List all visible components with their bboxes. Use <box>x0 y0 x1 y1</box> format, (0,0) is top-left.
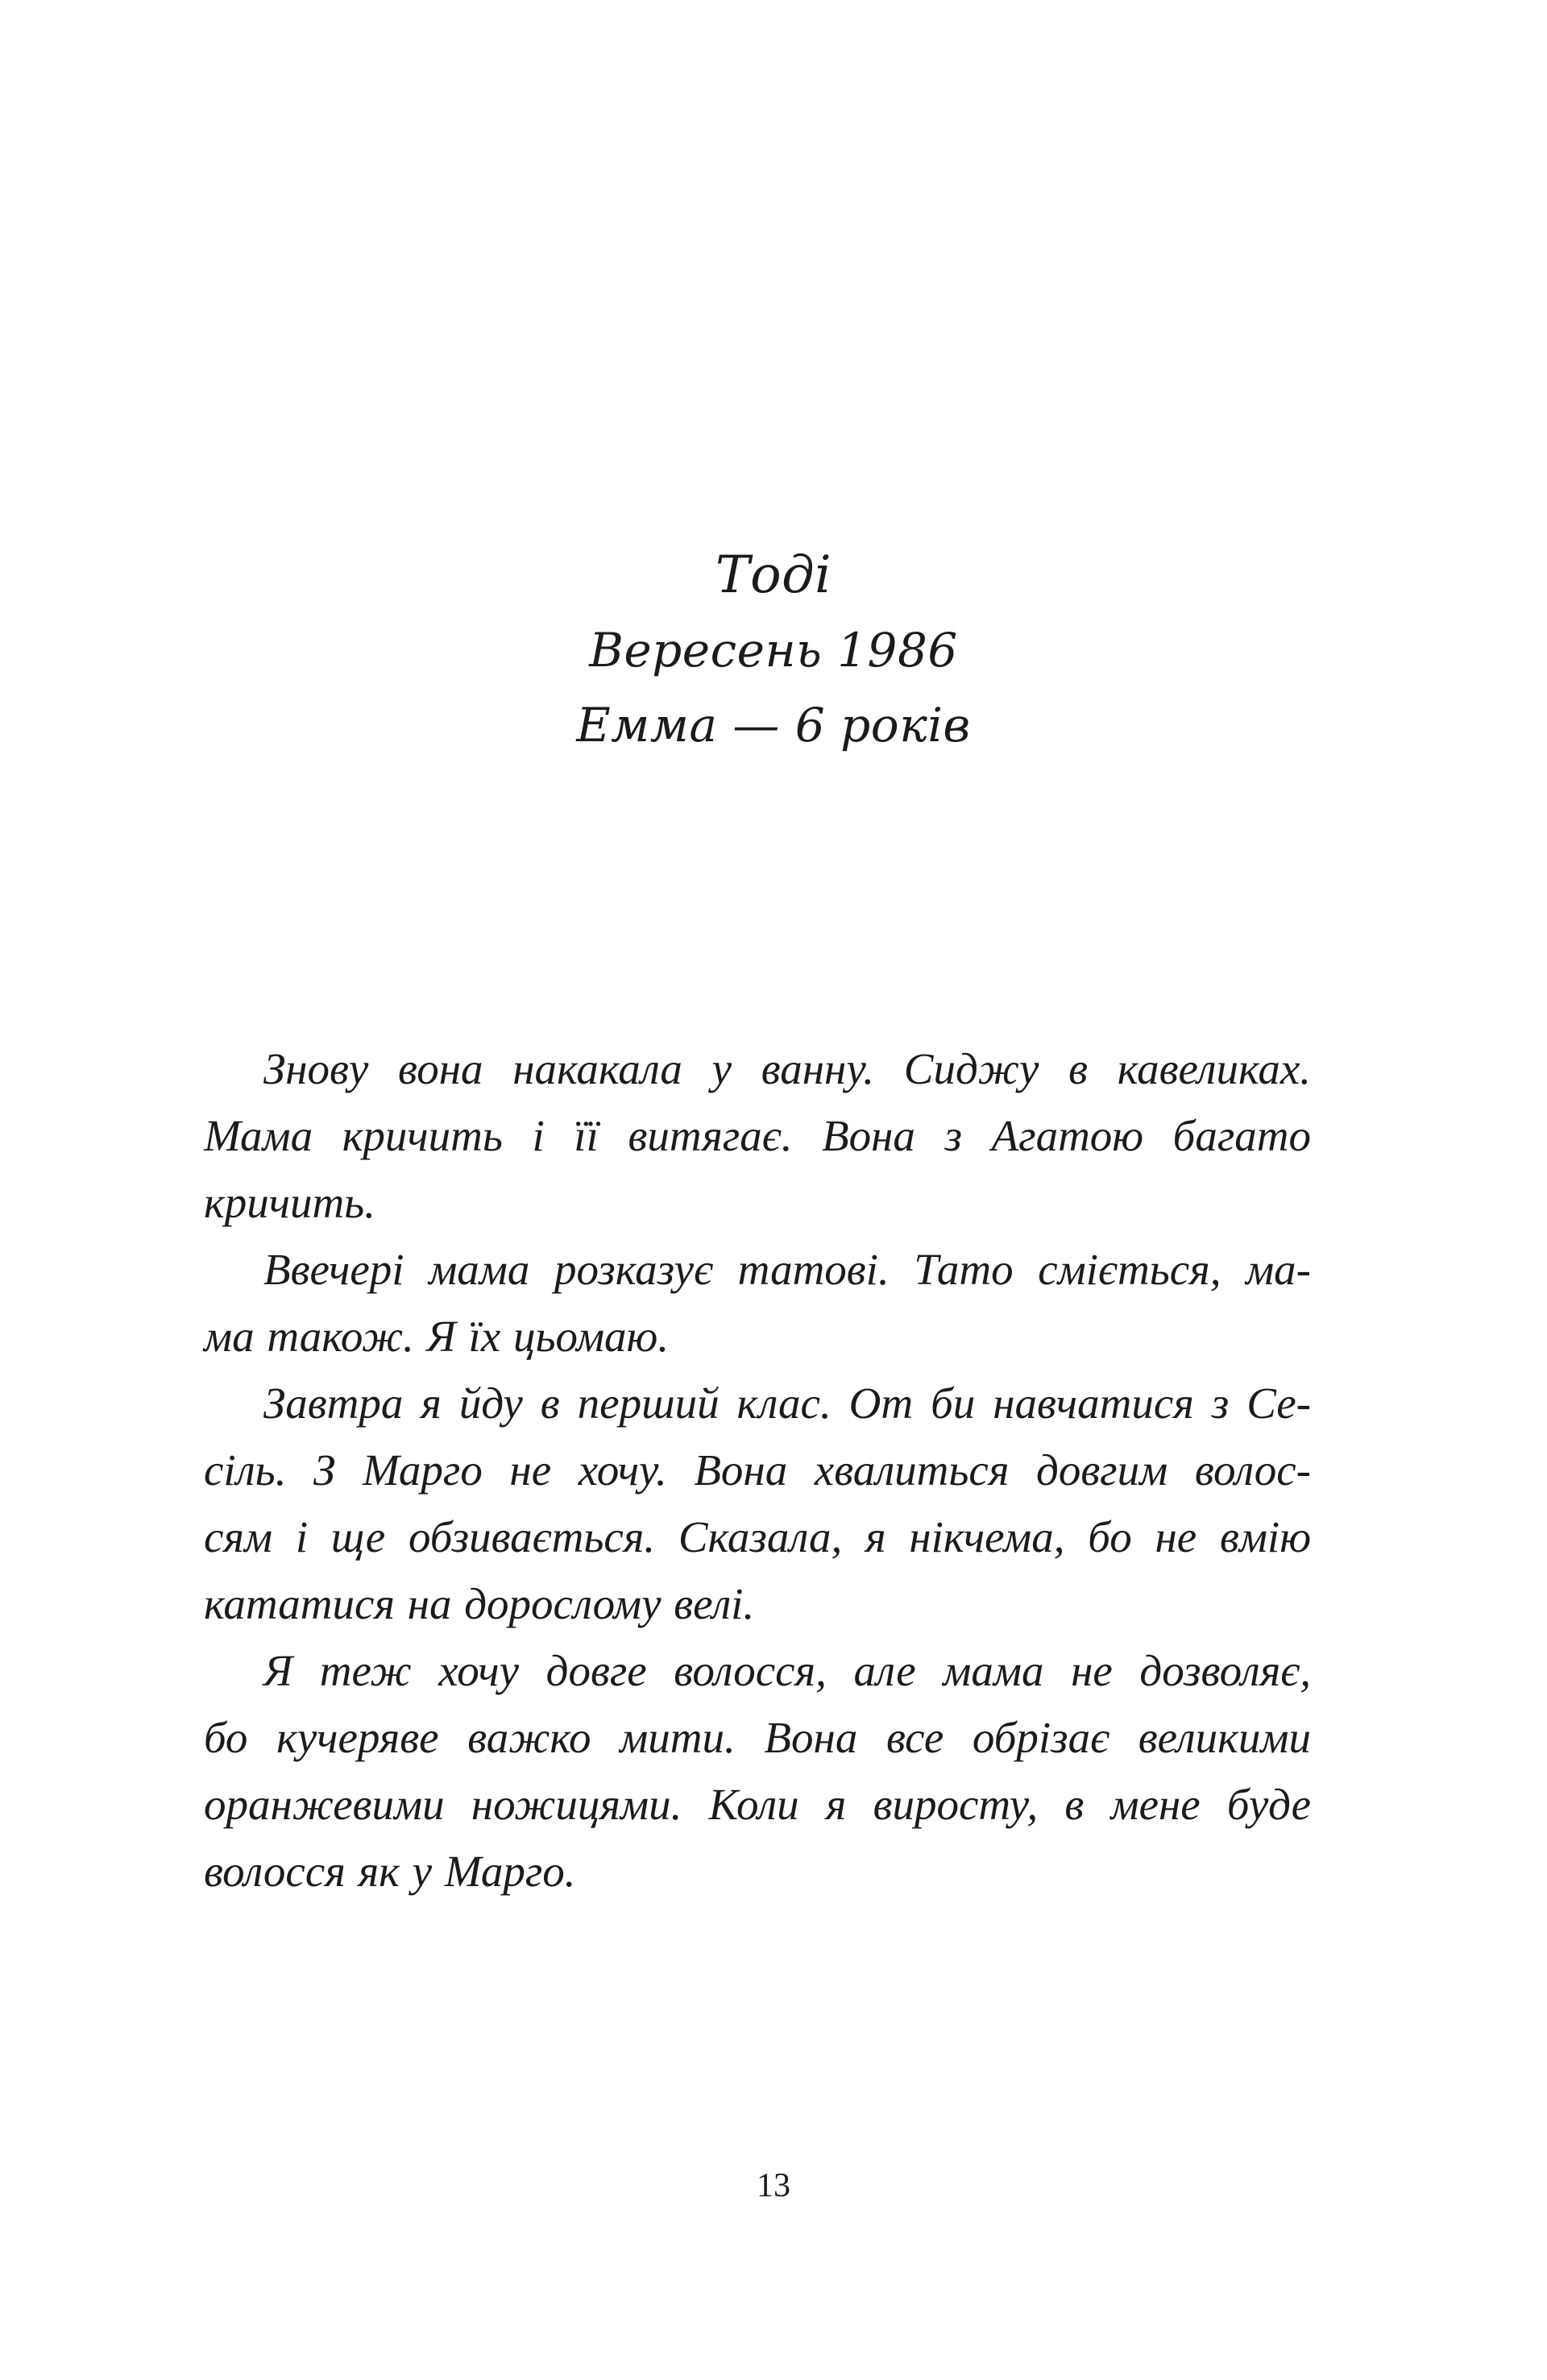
text-line: волосся як у Марго. <box>204 1847 576 1896</box>
text-line: Завтра я йду в перший клас. От би навчатися з Се- <box>263 1379 1311 1428</box>
text-line: оранжевими ножицями. Коли я виросту, в мене буде <box>204 1780 1311 1829</box>
paragraph <box>204 1370 1311 1637</box>
text-line: Мама кричить і її витягає. Вона з Агатою багато <box>204 1111 1311 1160</box>
paragraph <box>204 1236 1311 1370</box>
body-text <box>204 1035 1311 1905</box>
page-number: 13 <box>757 2167 790 2204</box>
text-line: кричить. <box>204 1178 375 1227</box>
text-line: Знову вона накакала у ванну. Сиджу в кавеликах. <box>263 1044 1311 1093</box>
chapter-heading <box>0 538 1547 763</box>
chapter-subtitle: Емма — 6 років <box>576 698 971 753</box>
text-line: Я теж хочу довге волосся, але мама не дозволяє, <box>263 1646 1311 1695</box>
text-line: сіль. З Марго не хочу. Вона хвалиться довгим волос- <box>204 1445 1311 1495</box>
paragraph <box>204 1637 1311 1905</box>
chapter-title: Тоді <box>715 545 832 605</box>
text-line: Ввечері мама розказує татові. Тато сміється, ма- <box>263 1245 1311 1294</box>
text-line: кататися на дорослому велі. <box>204 1579 755 1628</box>
chapter-date: Вересень 1986 <box>589 623 958 678</box>
text-line: бо кучеряве важко мити. Вона все обрізає великими <box>204 1713 1311 1762</box>
paragraph <box>204 1035 1311 1236</box>
text-line: ма також. Я їх цьомаю. <box>204 1312 670 1361</box>
text-line: сям і ще обзивається. Сказала, я нікчема, бо не вмію <box>204 1512 1311 1561</box>
